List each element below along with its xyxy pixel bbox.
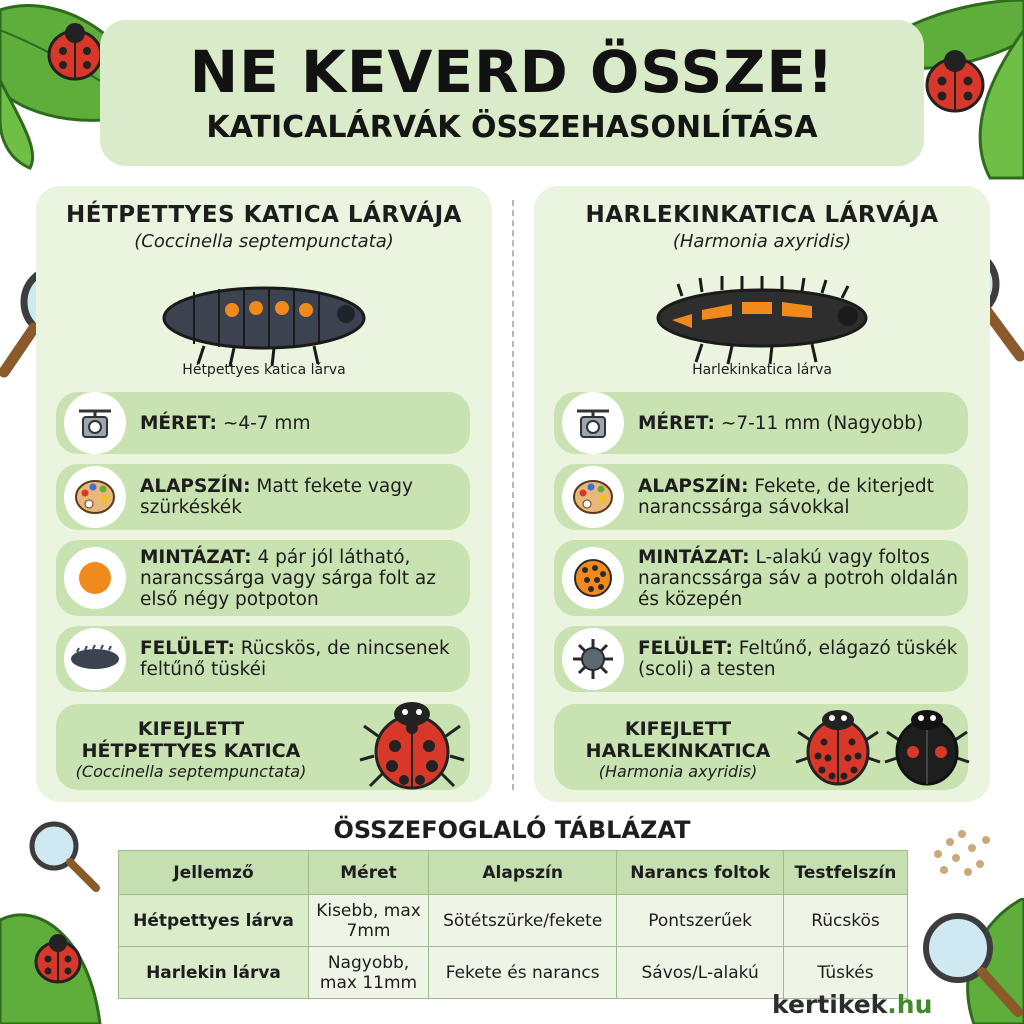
seven-spot-ladybug-icon bbox=[356, 692, 468, 792]
table-cell: Hétpettyes lárva bbox=[119, 895, 309, 947]
corner-leaf-bottom-left bbox=[0, 900, 110, 1024]
table-cell: Nagyobb, max 11mm bbox=[309, 947, 429, 999]
column-divider bbox=[512, 200, 514, 790]
table-cell: Sávos/L-alakú bbox=[617, 947, 784, 999]
table-header: Méret bbox=[309, 851, 429, 895]
scale-icon bbox=[562, 392, 624, 454]
adult-seven-spot-card bbox=[56, 704, 470, 790]
table-cell: Tüskés bbox=[783, 947, 907, 999]
harlequin-panel bbox=[534, 186, 990, 802]
orange-dot-icon bbox=[64, 547, 126, 609]
adult-harlequin-card bbox=[554, 704, 968, 790]
spiky-ball-icon bbox=[562, 628, 624, 690]
harlequin-larva-illustration bbox=[534, 266, 990, 366]
panel-title: HARLEKINKATICA LÁRVÁJA bbox=[585, 202, 939, 228]
table-header: Jellemző bbox=[119, 851, 309, 895]
size-row: MÉRET: ~7-11 mm (Nagyobb) bbox=[554, 392, 968, 454]
table-cell: Fekete és narancs bbox=[429, 947, 617, 999]
table-row bbox=[119, 895, 908, 947]
surface-row: FELÜLET: Rücskös, de nincsenek feltűnő tüskéi bbox=[56, 626, 470, 692]
adult-name: HÉTPETTYES KATICA bbox=[81, 740, 301, 762]
table-header: Narancs foltok bbox=[617, 851, 784, 895]
harlequin-black-ladybug-icon bbox=[884, 698, 970, 790]
larva-caption: Hétpettyes katica lárva bbox=[182, 362, 346, 378]
adult-name: KIFEJLETT bbox=[624, 718, 732, 740]
panel-title: HÉTPETTYES KATICA LÁRVÁJA bbox=[66, 202, 462, 228]
adult-scientific-name: (Coccinella septempunctata) bbox=[75, 762, 307, 781]
pattern-row: MINTÁZAT: L-alakú vagy foltos narancssárga sáv a potroh oldalán és közepén bbox=[554, 540, 968, 616]
pattern-row: MINTÁZAT: 4 pár jól látható, narancssárga vagy sárga folt az első négy potpoton bbox=[56, 540, 470, 616]
table-cell: Sötétszürke/fekete bbox=[429, 895, 617, 947]
palette-icon bbox=[64, 466, 126, 528]
surface-row: FELÜLET: Feltűnő, elágazó tüskék (scoli) a testen bbox=[554, 626, 968, 692]
seven-spot-panel bbox=[36, 186, 492, 802]
table-header-row bbox=[119, 851, 908, 895]
harlequin-red-ladybug-icon bbox=[792, 698, 884, 790]
larva-caption: Harlekinkatica lárva bbox=[692, 362, 832, 378]
table-cell: Rücskös bbox=[783, 895, 907, 947]
scale-icon bbox=[64, 392, 126, 454]
brand-logo: kertikek.hu bbox=[772, 990, 933, 1019]
table-cell: Pontszerűek bbox=[617, 895, 784, 947]
adult-scientific-name: (Harmonia axyridis) bbox=[598, 762, 758, 781]
color-row: ALAPSZÍN: Matt fekete vagy szürkéskék bbox=[56, 464, 470, 530]
adult-name: KIFEJLETT bbox=[137, 718, 245, 740]
panel-scientific-name: (Coccinella septempunctata) bbox=[134, 231, 394, 252]
adult-name: HARLEKINKATICA bbox=[585, 740, 771, 762]
table-cell: Kisebb, max 7mm bbox=[309, 895, 429, 947]
larva-silhouette-icon bbox=[64, 628, 126, 690]
summary-table bbox=[118, 850, 908, 999]
header-banner bbox=[100, 20, 924, 166]
size-row: MÉRET: ~4-7 mm bbox=[56, 392, 470, 454]
table-header: Alapszín bbox=[429, 851, 617, 895]
palette-icon bbox=[562, 466, 624, 528]
table-header: Testfelszín bbox=[783, 851, 907, 895]
seven-spot-larva-illustration bbox=[36, 266, 492, 366]
page-subtitle: KATICALÁRVÁK ÖSSZEHASONLÍTÁSA bbox=[206, 110, 818, 145]
page-title: NE KEVERD ÖSSZE! bbox=[189, 38, 835, 106]
table-cell: Harlekin lárva bbox=[119, 947, 309, 999]
table-title: ÖSSZEFOGLALÓ TÁBLÁZAT bbox=[333, 816, 691, 844]
color-row: ALAPSZÍN: Fekete, de kiterjedt narancssárga sávokkal bbox=[554, 464, 968, 530]
spotted-circle-icon bbox=[562, 547, 624, 609]
panel-scientific-name: (Harmonia axyridis) bbox=[672, 231, 852, 252]
